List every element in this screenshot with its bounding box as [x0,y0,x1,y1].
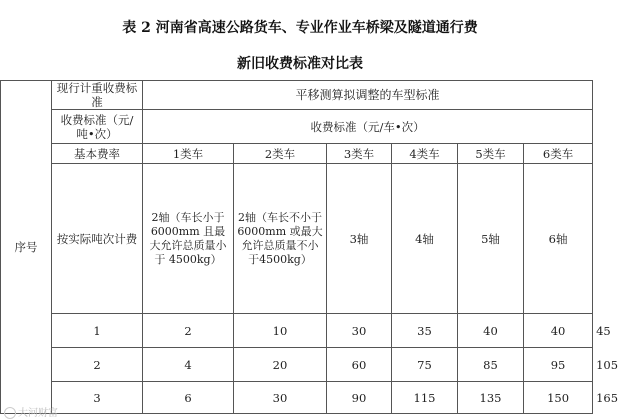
fee-cell: 95 [524,348,593,382]
fee-cell: 135 [458,382,524,414]
fee-cell: 30 [234,382,327,414]
class-header: 4类车 [392,144,458,164]
fee-cell: 30 [327,314,392,348]
class-header: 3类车 [327,144,392,164]
table-row: 1 2 10 30 35 40 40 45 [1,314,593,348]
table-title: 表 2 河南省高速公路货车、专业作业车桥梁及隧道通行费 [122,20,478,36]
fee-cell: 85 [458,348,524,382]
fee-cell: 40 [458,314,524,348]
seq-header: 序号 [1,81,52,414]
base-rate-cell: 2 [143,314,234,348]
class-description: 3轴 [327,164,392,314]
class-description: 6轴 [524,164,593,314]
seq-cell: 1 [52,314,143,348]
fee-cell: 10 [234,314,327,348]
watermark-logo-icon [4,407,16,419]
base-rate-header: 基本费率 [52,144,143,164]
fee-cell: 115 [392,382,458,414]
fee-cell: 150 [524,382,593,414]
class-header: 6类车 [524,144,593,164]
base-rate-cell: 4 [143,348,234,382]
fee-cell: 60 [327,348,392,382]
class-header: 1类车 [143,144,234,164]
fee-cell: 35 [392,314,458,348]
class-description: 2轴（车长小于6000mm 且最大允许总质量小于 4500kg） [143,164,234,314]
class-header: 5类车 [458,144,524,164]
new-standard-header: 平移测算拟调整的车型标准 [143,81,593,110]
base-rate-cell: 6 [143,382,234,414]
old-fee-unit: 收费标准（元/吨•次） [52,110,143,144]
per-ton-rate-label: 按实际吨次计费 [52,164,143,314]
fee-cell: 90 [327,382,392,414]
watermark-text: 大河财富 [18,408,58,419]
seq-cell: 3 [52,382,143,414]
fee-cell: 40 [524,314,593,348]
seq-cell: 2 [52,348,143,382]
new-fee-unit: 收费标准（元/车•次） [143,110,593,144]
fee-comparison-table [0,80,618,414]
fee-cell: 20 [234,348,327,382]
table-row: 2 4 20 60 75 85 95 105 [1,348,593,382]
class-description: 4轴 [392,164,458,314]
current-standard-header: 现行计重收费标准 [52,81,143,110]
class-description: 5轴 [458,164,524,314]
watermark [4,404,58,419]
table-subtitle: 新旧收费标准对比表 [237,56,363,72]
table-row: 3 6 30 90 115 135 150 165 [1,382,593,414]
fee-cell: 75 [392,348,458,382]
class-description: 2轴（车长不小于6000mm 或最大允许总质量不小于4500kg） [234,164,327,314]
class-header: 2类车 [234,144,327,164]
